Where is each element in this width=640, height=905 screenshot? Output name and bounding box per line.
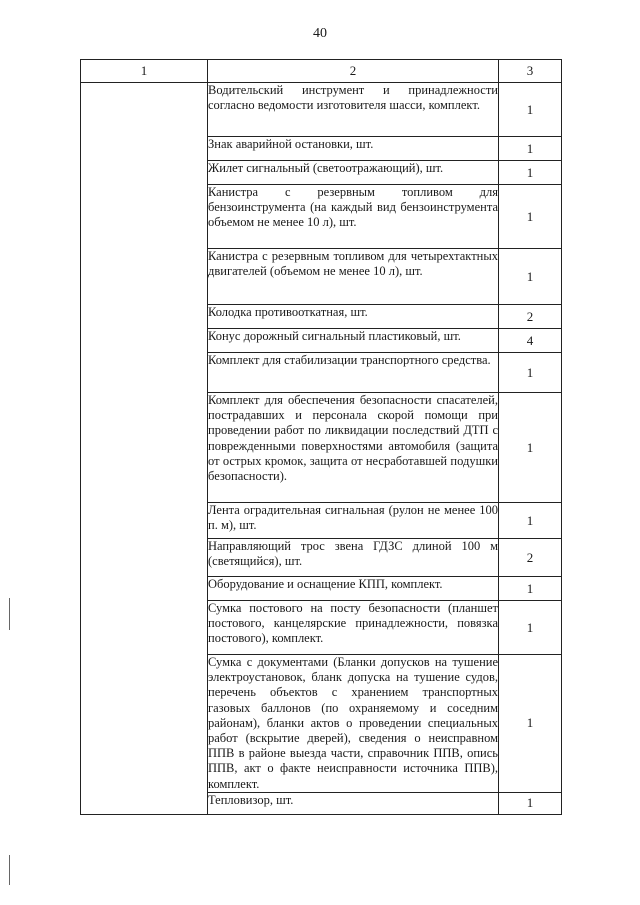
column-header-3: 3 — [499, 60, 562, 83]
item-quantity: 1 — [499, 792, 562, 814]
item-name: Комплект для стабилизации транспортного средства. — [208, 353, 499, 393]
item-name: Направляющий трос звена ГДЗС длиной 100 м (светящийся), шт. — [208, 539, 499, 577]
equipment-table — [80, 59, 562, 815]
item-quantity: 1 — [499, 577, 562, 601]
item-name: Канистра с резервным топливом для четырехтактных двигателей (объемом не менее 10 л), шт. — [208, 249, 499, 305]
item-quantity: 1 — [499, 503, 562, 539]
item-name: Конус дорожный сигнальный пластиковый, шт. — [208, 329, 499, 353]
page-number: 40 — [313, 26, 327, 41]
item-quantity: 1 — [499, 655, 562, 793]
margin-mark — [9, 855, 10, 885]
item-quantity: 2 — [499, 539, 562, 577]
item-name: Колодка противооткатная, шт. — [208, 305, 499, 329]
item-name: Тепловизор, шт. — [208, 792, 499, 814]
item-name: Оборудование и оснащение КПП, комплект. — [208, 577, 499, 601]
item-quantity: 4 — [499, 329, 562, 353]
item-name: Канистра с резервным топливом для бензоинструмента (на каждый вид бензоинструмента объемом не менее 10 л), шт. — [208, 185, 499, 249]
item-quantity: 1 — [499, 137, 562, 161]
item-quantity: 1 — [499, 161, 562, 185]
item-name: Жилет сигнальный (светоотражающий), шт. — [208, 161, 499, 185]
item-quantity: 1 — [499, 249, 562, 305]
table-header-row — [81, 60, 562, 83]
column-header-2: 2 — [208, 60, 499, 83]
item-quantity: 1 — [499, 601, 562, 655]
item-quantity: 1 — [499, 185, 562, 249]
item-name: Сумка с документами (Бланки допусков на тушение электроустановок, бланк допуска на тушение судов, перечень объектов с хранением транспортных газовых баллонов (по охраняемому и соседним районам), бланки актов о проведении специальных работ (вскрытие дверей), сведения о неисправном ППВ в районе выезда части, справочник ППВ, опись ППВ, акт о факте неисправности источника ППВ), комплект. — [208, 655, 498, 791]
table-row — [81, 83, 562, 137]
item-name: Водительский инструмент и принадлежности согласно ведомости изготовителя шасси, комплект. — [208, 83, 499, 137]
item-name: Сумка постового на посту безопасности (планшет постового, канцелярские принадлежности, повязка постового), комплект. — [208, 601, 499, 655]
item-quantity: 1 — [499, 393, 562, 503]
item-name: Лента оградительная сигнальная (рулон не менее 100 п. м), шт. — [208, 503, 499, 539]
category-cell — [81, 83, 208, 815]
item-name: Знак аварийной остановки, шт. — [208, 137, 499, 161]
column-header-1: 1 — [81, 60, 208, 83]
item-quantity: 1 — [499, 353, 562, 393]
margin-mark — [9, 598, 10, 630]
item-quantity: 1 — [499, 83, 562, 137]
item-quantity: 2 — [499, 305, 562, 329]
item-name: Комплект для обеспечения безопасности спасателей, пострадавших и персонала скорой помощи при проведении работ по ликвидации последствий ДТП с поврежденными поверхностями автомобиля (защита от острых кромок, защита от несработавшей подушки безопасности). — [208, 393, 499, 503]
